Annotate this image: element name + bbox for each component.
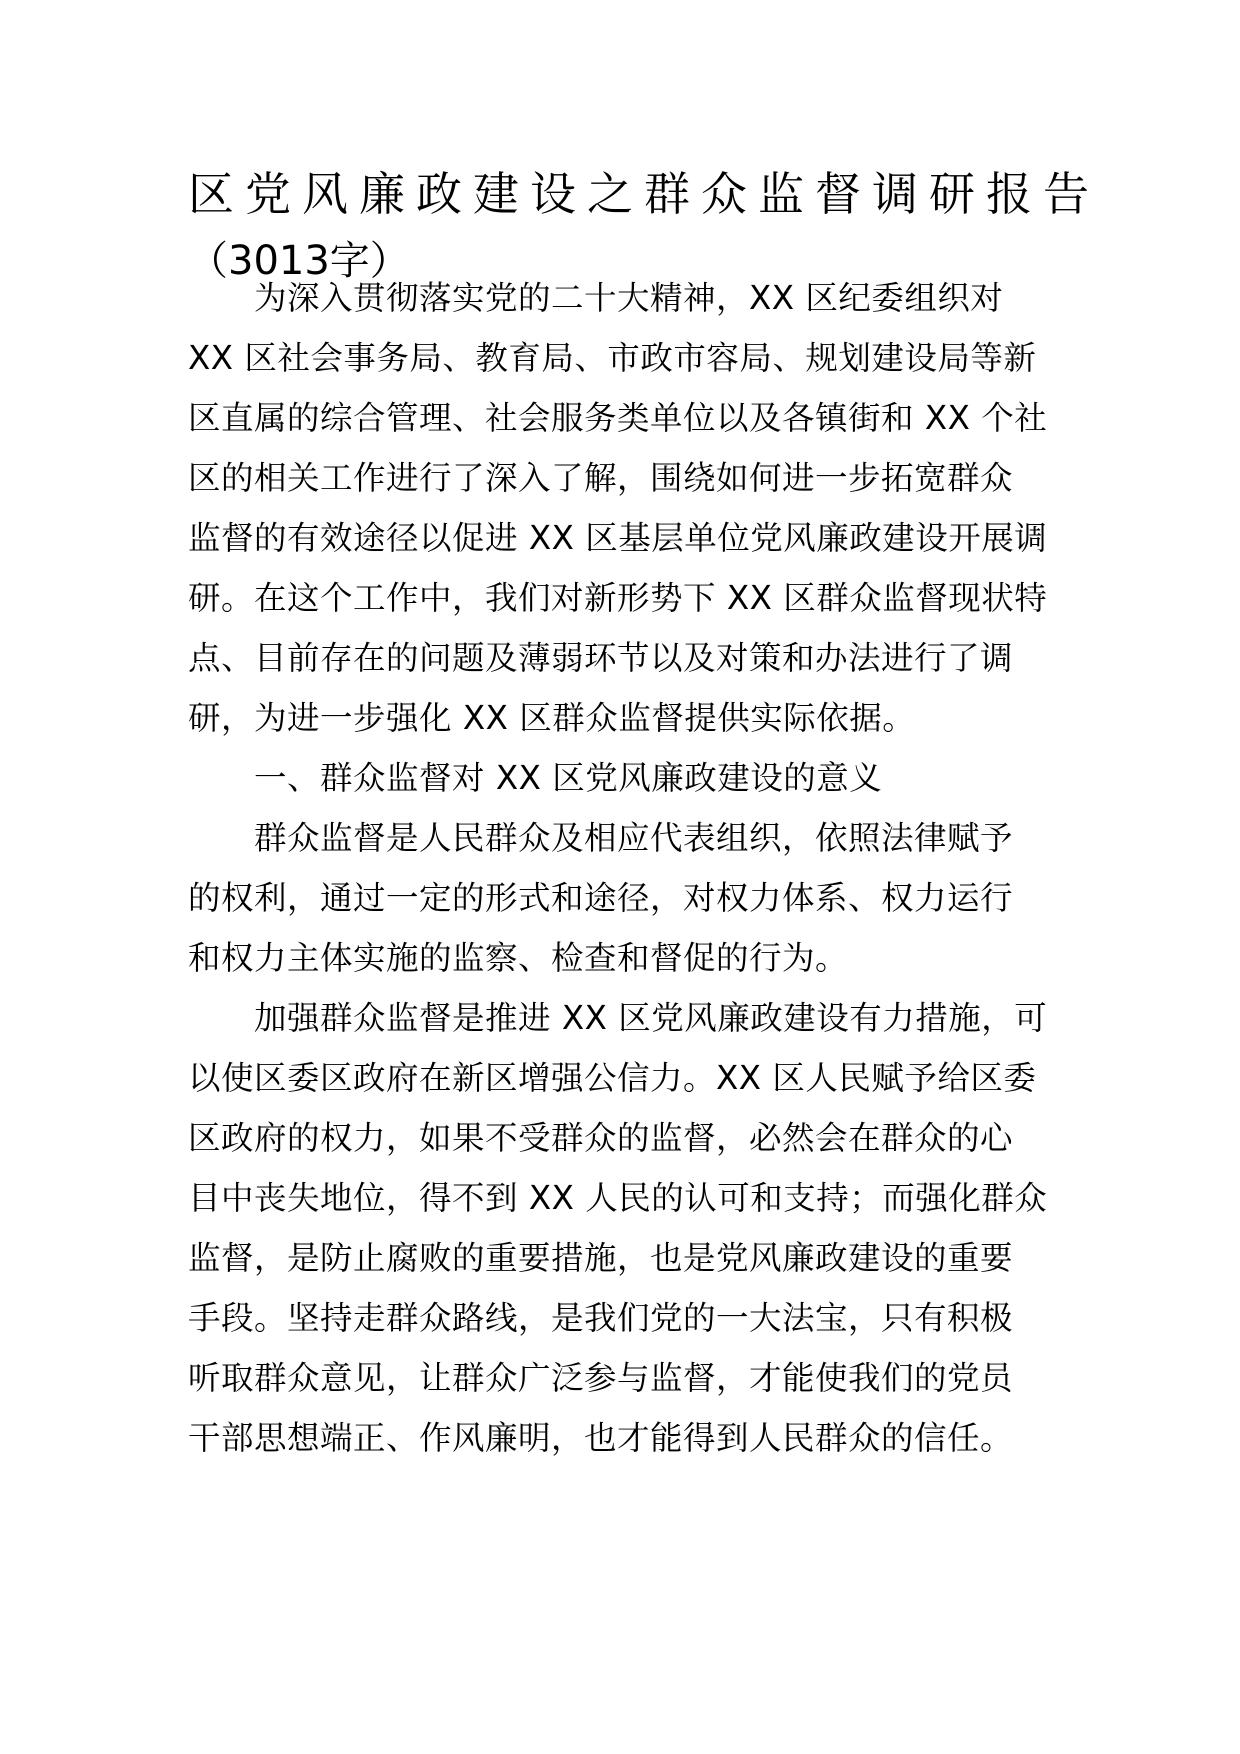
document-title: 区党风廉政建设之群众监督调研报告 bbox=[188, 167, 1100, 221]
paragraph-line: 和权力主体实施的监察、检查和督促的行为。 bbox=[188, 939, 849, 977]
paragraph-line: 目中丧失地位，得不到 XX 人民的认可和支持；而强化群众 bbox=[188, 1179, 1048, 1217]
paragraph-line: 干部思想端正、作风廉明，也才能得到人民群众的信任。 bbox=[188, 1419, 1014, 1457]
paragraph-line: 手段。坚持走群众路线，是我们党的一大法宝，只有积极 bbox=[188, 1299, 1014, 1337]
paragraph-line: 以使区委区政府在新区增强公信力。XX 区人民赋予给区委 bbox=[188, 1059, 1037, 1097]
paragraph-line: 群众监督是人民群众及相应代表组织，依照法律赋予 bbox=[254, 819, 1014, 857]
word-count-subtitle: （3013字） bbox=[188, 238, 410, 284]
section-heading: 一、群众监督对 XX 区党风廉政建设的意义 bbox=[254, 759, 883, 797]
paragraph-line: 听取群众意见，让群众广泛参与监督，才能使我们的党员 bbox=[188, 1359, 1014, 1397]
paragraph-line: 加强群众监督是推进 XX 区党风廉政建设有力措施，可 bbox=[254, 999, 1048, 1037]
paragraph-line: 监督，是防止腐败的重要措施，也是党风廉政建设的重要 bbox=[188, 1239, 1014, 1277]
paragraph-line: 研，为进一步强化 XX 区群众监督提供实际依据。 bbox=[188, 699, 916, 737]
paragraph-line: 区政府的权力，如果不受群众的监督，必然会在群众的心 bbox=[188, 1119, 1014, 1157]
paragraph-line: 为深入贯彻落实党的二十大精神，XX 区纪委组织对 bbox=[254, 279, 1004, 317]
paragraph-line: 的权利，通过一定的形式和途径，对权力体系、权力运行 bbox=[188, 879, 1014, 917]
paragraph-line: XX 区社会事务局、教育局、市政市容局、规划建设局等新 bbox=[188, 339, 1037, 377]
paragraph-line: 区的相关工作进行了深入了解，围绕如何进一步拓宽群众 bbox=[188, 459, 1014, 497]
paragraph-line: 监督的有效途径以促进 XX 区基层单位党风廉政建设开展调 bbox=[188, 519, 1048, 557]
paragraph-line: 研。在这个工作中，我们对新形势下 XX 区群众监督现状特 bbox=[188, 579, 1048, 617]
paragraph-line: 区直属的综合管理、社会服务类单位以及各镇街和 XX 个社 bbox=[188, 399, 1048, 437]
paragraph-line: 点、目前存在的问题及薄弱环节以及对策和办法进行了调 bbox=[188, 639, 1014, 677]
